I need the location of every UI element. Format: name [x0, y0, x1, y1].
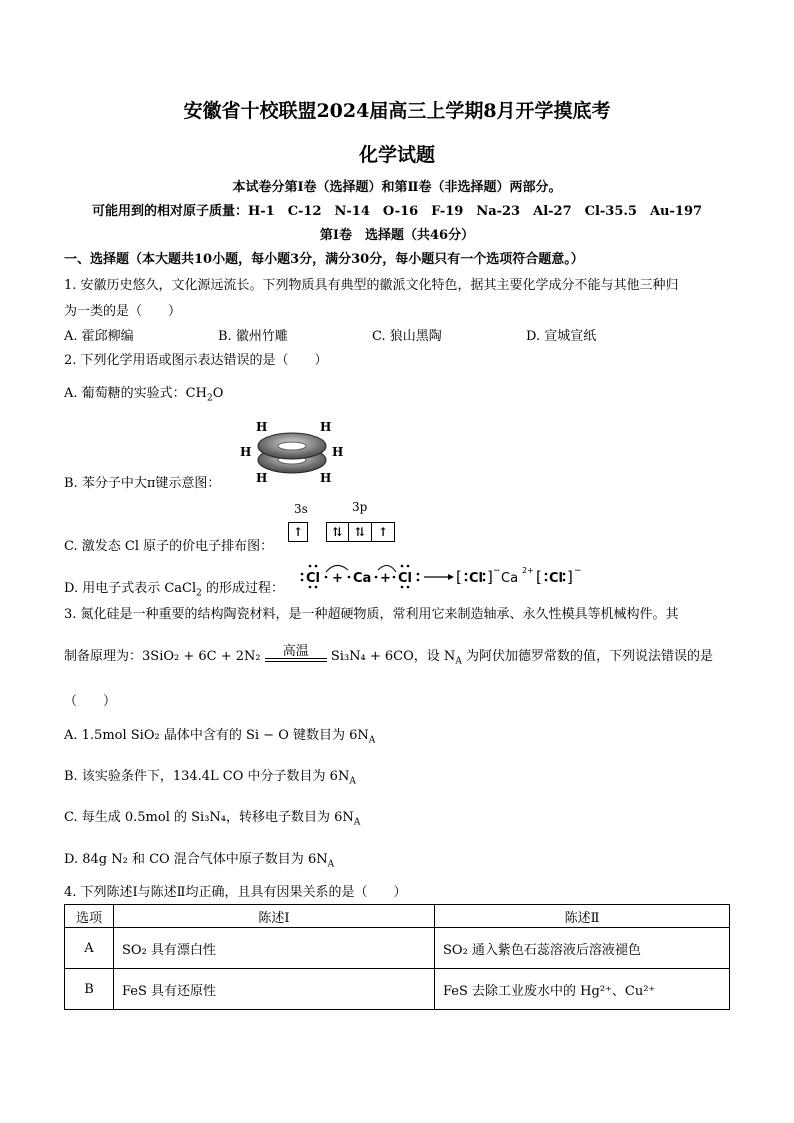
cl-ion: Cl: [549, 571, 563, 586]
cl-ion: Cl: [469, 571, 483, 586]
ca-atom: Ca: [353, 571, 372, 586]
q3-eq-arrow: [265, 643, 327, 667]
q3-option-c: C. 每生成 0.5mol 的 Si₃N₄，转移电子数目为 $6N_A$: [64, 810, 361, 828]
q2-d-sub: 2: [196, 588, 202, 599]
q2-option-b: B. 苯分子中大π键示意图：: [64, 476, 221, 491]
cl-atom: Cl: [306, 571, 320, 586]
table-header-row: [65, 905, 730, 928]
table-cell: FeS 去除工业废水中的 Hg²⁺、Cu²⁺: [435, 969, 730, 1010]
page-subtitle: 化学试题: [358, 144, 435, 166]
table-cell: FeS 具有还原性: [114, 969, 435, 1010]
h-atom: H: [332, 445, 344, 459]
orbital-3p-boxes: [326, 522, 395, 542]
exam-intro: 本试卷分第Ⅰ卷（选择题）和第Ⅱ卷（非选择题）两部分。: [232, 180, 562, 195]
q2-option-a: [64, 382, 223, 404]
q2-stem: 2. 下列化学用语或图示表达错误的是（ ）: [64, 353, 328, 368]
q2-d-tail: 的形成过程：: [201, 581, 285, 596]
part-title: 第Ⅰ卷 选择题（共46分）: [319, 228, 475, 243]
h-atom: H: [240, 445, 252, 459]
q1-stem-line1: 1. 安徽历史悠久，文化源远流长。下列物质具有典型的徽派文化特色，据其主要化学成分不能与其他三种归: [64, 278, 679, 293]
ca-charge: 2+: [522, 566, 534, 575]
q3-eq-right: Si₃N₄ + 6CO: [330, 649, 414, 664]
ca-ion: Ca: [501, 571, 519, 586]
page-title: 安徽省十校联盟2024届高三上学期8月开学摸底考: [183, 100, 611, 122]
h-atom: H: [320, 420, 332, 434]
q4-stem: 4. 下列陈述Ⅰ与陈述Ⅱ均正确，且具有因果关系的是（ ）: [64, 885, 407, 900]
q2-option-d: [64, 577, 284, 599]
table-cell: SO₂ 具有漂白性: [114, 928, 435, 969]
svg-text:]: ]: [487, 568, 493, 586]
q3-eq-left: 3SiO₂ + 6C + 2N₂: [142, 649, 261, 664]
orbital-box: ⇅: [349, 522, 372, 542]
benzene-pi-bond-diagram: [240, 418, 344, 486]
q1-option-c: C. 狼山黑陶: [372, 329, 442, 344]
q2-d-text: D. 用电子式表示 CaCl: [64, 581, 197, 596]
q3-option-b: B. 该实验条件下，134.4L CO 中分子数目为 $6N_A$: [64, 769, 356, 787]
atomic-masses: 可能用到的相对原子质量：H-1 C-12 N-14 O-16 F-19 Na-23 Al-27 Cl-35.5 Au-197: [91, 204, 703, 219]
q1-option-a: A. 霍邱柳编: [64, 329, 134, 344]
q3-eq-condition: 高温: [282, 643, 309, 659]
orbital-box: ↑: [288, 522, 308, 542]
plus-sign: +: [380, 571, 391, 586]
cl-atom: Cl: [398, 571, 412, 586]
table-cell: SO₂ 通入紫色石蕊溶液后溶液褪色: [435, 928, 730, 969]
q3-eq-tail-sub: A: [455, 656, 462, 667]
h-atom: H: [256, 471, 268, 485]
table-cell: A: [65, 928, 114, 969]
orbital-box: ↑: [372, 522, 395, 542]
q3-stem-line1: 3. 氮化硅是一种重要的结构陶瓷材料，是一种超硬物质，常利用它来制造轴承、永久性模具等机械构件。其: [64, 607, 679, 622]
table-row: [65, 969, 730, 1010]
q3-option-d: D. 84g N₂ 和 CO 混合气体中原子数目为 $6N_A$: [64, 852, 335, 870]
q1-option-d: D. 宣城宣纸: [526, 329, 597, 344]
q2-a-tail: O: [212, 386, 224, 401]
q3-eq-tail: ，设 N: [413, 649, 456, 664]
table-cell: B: [65, 969, 114, 1010]
orbital-box: ⇅: [326, 522, 349, 542]
h-atom: H: [320, 471, 332, 485]
q3-eq-tail2: 为阿伏加德罗常数的值，下列说法错误的是: [461, 649, 713, 664]
q2-a-text: A. 葡萄糖的实验式：: [64, 386, 186, 401]
svg-text:]: ]: [567, 568, 573, 586]
q4-table: [64, 904, 730, 1010]
charge-minus: −: [493, 566, 501, 576]
section-heading: 一、选择题（本大题共10小题，每小题3分，满分30分，每小题只有一个选项符合题意。）: [64, 252, 584, 267]
q2-a-sub: 2: [206, 393, 213, 404]
q3-equation-line: [64, 645, 713, 667]
orbital-3s-box: [288, 522, 308, 542]
pi-cloud-upper-hole: [278, 442, 306, 450]
table-header: 陈述Ⅰ: [114, 905, 435, 928]
q3-eq-prefix: 制备原理为：: [64, 649, 143, 664]
q2-option-c: C. 激发态 Cl 原子的价电子排布图：: [64, 539, 274, 554]
orbital-label-3s: 3s: [294, 502, 308, 516]
table-header: 陈述Ⅱ: [435, 905, 730, 928]
q2-a-formula: CH: [185, 386, 207, 401]
orbital-label-3p: 3p: [352, 500, 368, 514]
charge-minus: −: [574, 566, 582, 576]
plus-sign: +: [332, 571, 343, 586]
table-row: [65, 928, 730, 969]
q1-stem-line2: 为一类的是（ ）: [64, 304, 182, 319]
q3-paren: （ ）: [64, 694, 117, 709]
q3-option-a: A. 1.5mol SiO₂ 晶体中含有的 Si − O 键数目为 $6N_A$: [64, 728, 376, 746]
svg-text:[: [: [456, 568, 462, 586]
cacl2-formation-diagram: [296, 558, 586, 594]
h-atom: H: [256, 420, 268, 434]
q1-option-b: B. 徽州竹雕: [218, 329, 288, 344]
svg-text:[: [: [536, 568, 542, 586]
table-header: 选项: [65, 905, 114, 928]
